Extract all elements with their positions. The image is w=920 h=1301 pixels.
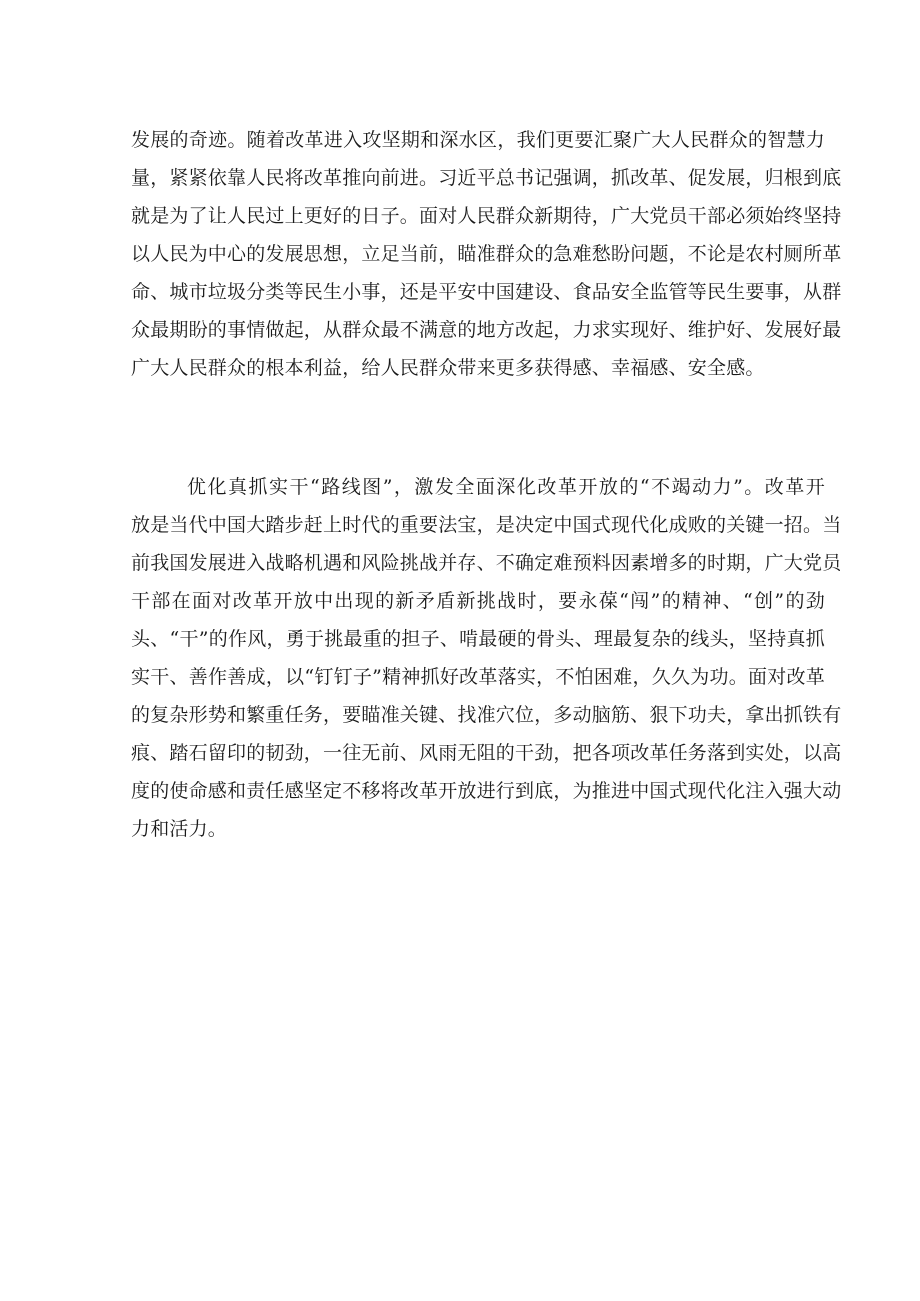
paragraph-2-line-9: 度的使命感和责任感坚定不移将改革开放进行到底，为推进中国式现代化注入强大动 [131, 780, 842, 802]
paragraph-1-line-5: 命、城市垃圾分类等民生小事，还是平安中国建设、食品安全监管等民生要事，从群 [131, 281, 842, 303]
paragraph-1-line-7: 广大人民群众的根本利益，给人民群众带来更多获得感、幸福感、安全感。 [131, 357, 765, 379]
paragraph-2-line-3: 前我国发展进入战略机遇和风险挑战并存、不确定难预料因素增多的时期，广大党员 [131, 552, 842, 574]
paragraph-1-line-2: 量，紧紧依靠人民将改革推向前进。习近平总书记强调，抓改革、促发展，归根到底 [131, 167, 842, 189]
paragraph-1-line-6: 众最期盼的事情做起，从群众最不满意的地方改起，力求实现好、维护好、发展好最 [131, 319, 842, 341]
paragraph-2-line-8: 痕、踏石留印的韧劲，一往无前、风雨无阻的干劲，把各项改革任务落到实处，以高 [131, 742, 842, 764]
paragraph-2-line-4: 干部在面对改革开放中出现的新矛盾新挑战时，要永葆“闯”的精神、“创”的劲 [131, 590, 825, 612]
paragraph-2 [131, 468, 842, 848]
paragraph-2-line-5: 头、“干”的作风，勇于挑最重的担子、啃最硬的骨头、理最复杂的线头，坚持真抓 [131, 628, 825, 650]
paragraph-2-line-10: 力和活力。 [131, 818, 228, 840]
paragraph-2-line-6: 实干、善作善成，以“钉钉子”精神抓好改革落实，不怕困难，久久为功。面对改革 [131, 666, 825, 688]
paragraph-1-line-3: 就是为了让人民过上更好的日子。面对人民群众新期待，广大党员干部必须始终坚持 [131, 205, 842, 227]
paragraph-1-line-1: 发展的奇迹。随着改革进入攻坚期和深水区，我们更要汇聚广大人民群众的智慧力 [131, 129, 825, 151]
paragraph-1 [131, 121, 842, 387]
paragraph-2-line-1: 优化真抓实干“路线图”，激发全面深化改革开放的“不竭动力”。改革开 [187, 476, 825, 498]
paragraph-2-line-7: 的复杂形势和繁重任务，要瞄准关键、找准穴位，多动脑筋、狠下功夫，拿出抓铁有 [131, 704, 842, 726]
paragraph-1-line-4: 以人民为中心的发展思想，立足当前，瞄准群众的急难愁盼问题，不论是农村厕所革 [131, 243, 842, 265]
paragraph-2-line-2: 放是当代中国大踏步赶上时代的重要法宝，是决定中国式现代化成败的关键一招。当 [131, 514, 842, 536]
